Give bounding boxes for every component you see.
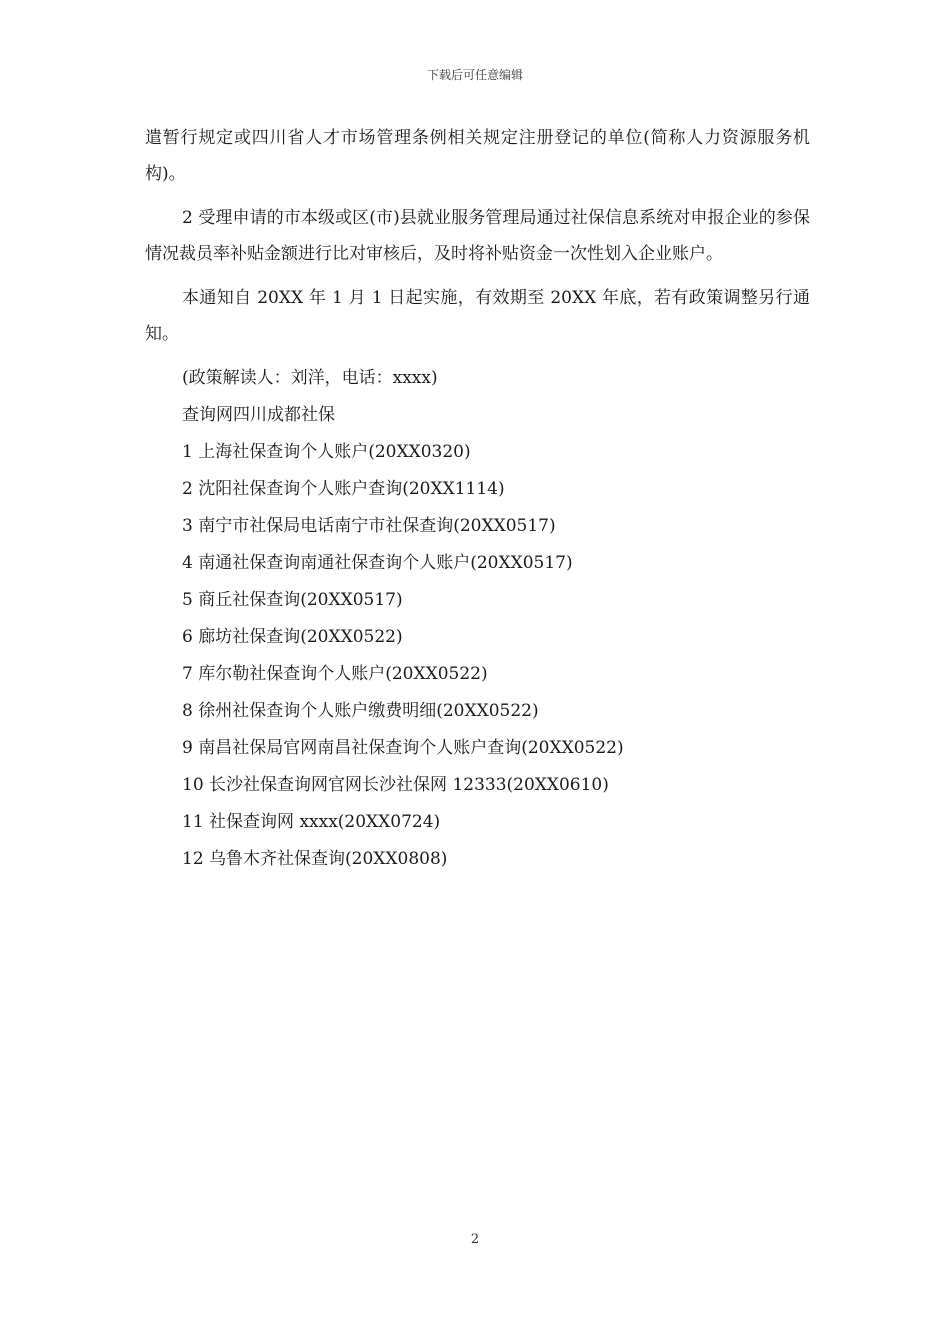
page-number: 2 — [470, 1232, 480, 1247]
list-item: 2 沈阳社保查询个人账户查询(20XX1114) — [182, 479, 505, 499]
paragraph-continued: 遣暂行规定或四川省人才市场管理条例相关规定注册登记的单位(简称人力资源服务机构)。 — [145, 128, 810, 184]
section-title-line: 查询网四川成都社保 — [182, 405, 335, 425]
list-item: 4 南通社保查询南通社保查询个人账户(20XX0517) — [182, 553, 573, 573]
list-item: 11 社保查询网 xxxx(20XX0724) — [182, 812, 441, 832]
list-item: 9 南昌社保局官网南昌社保查询个人账户查询(20XX0522) — [182, 738, 624, 758]
policy-contact-line: (政策解读人：刘洋，电话：xxxx) — [182, 368, 438, 388]
list-item: 1 上海社保查询个人账户(20XX0320) — [182, 442, 471, 462]
list-item: 5 商丘社保查询(20XX0517) — [182, 590, 403, 610]
document-body — [145, 120, 810, 878]
list-item: 6 廊坊社保查询(20XX0522) — [182, 627, 403, 647]
list-item: 12 乌鲁木齐社保查询(20XX0808) — [182, 849, 448, 869]
list-item: 10 长沙社保查询网官网长沙社保网 12333(20XX0610) — [182, 775, 609, 795]
list-item: 8 徐州社保查询个人账户缴费明细(20XX0522) — [182, 701, 539, 721]
list-item: 3 南宁市社保局电话南宁市社保查询(20XX0517) — [182, 516, 556, 536]
paragraph-effective-date: 本通知自 20XX 年 1 月 1 日起实施，有效期至 20XX 年底，若有政策调整另行通知。 — [145, 288, 810, 344]
page-header: 下载后可任意编辑 — [426, 68, 523, 82]
list-item: 7 库尔勒社保查询个人账户(20XX0522) — [182, 664, 488, 684]
text-lines — [145, 360, 810, 878]
paragraph-review-process: 2 受理申请的市本级或区(市)县就业服务管理局通过社保信息系统对申报企业的参保情况裁员率补贴金额进行比对审核后，及时将补贴资金一次性划入企业账户。 — [145, 208, 810, 264]
